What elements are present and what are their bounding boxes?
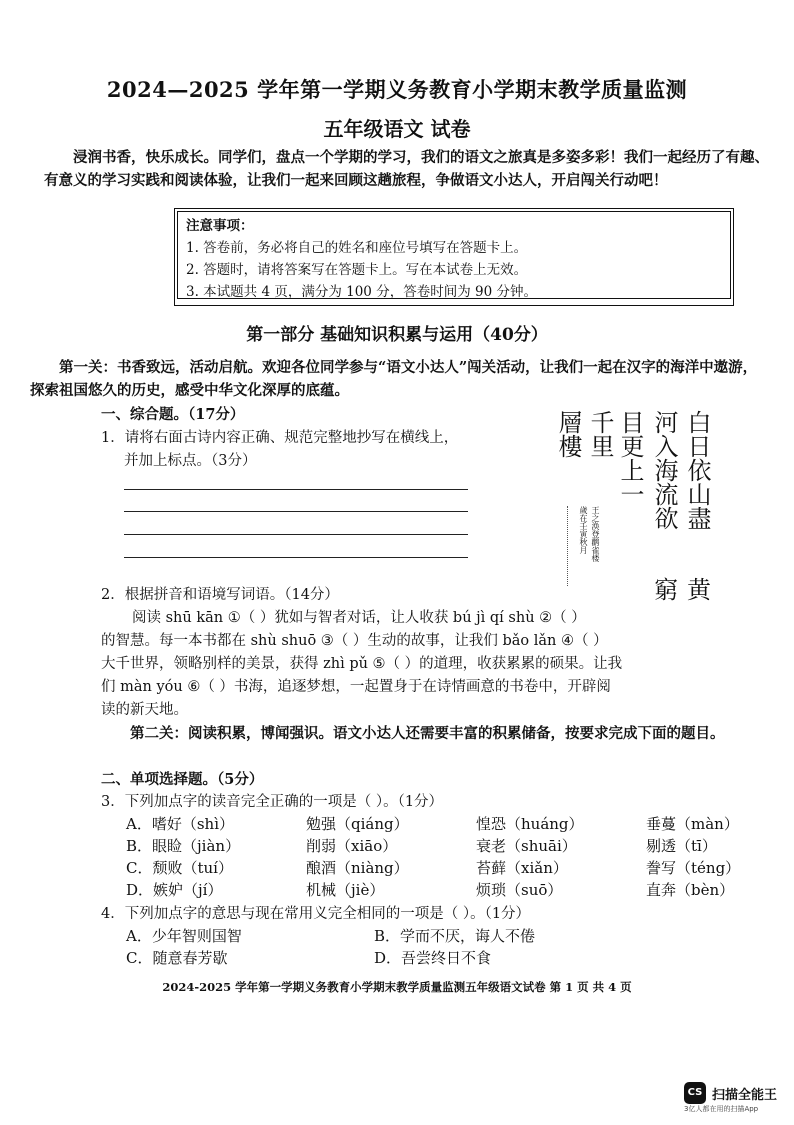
q1-line1: 1．请将右面古诗内容正确、规范完整地抄写在横线上， xyxy=(101,430,459,446)
notice-item: 2. 答题时，请将答案写在答题卡上。写在本试卷上无效。 xyxy=(186,262,528,278)
part1-title: 第一部分 基础知识积累与运用（40分） xyxy=(246,325,548,345)
poem-column: 白日依山盡 xyxy=(683,410,711,530)
q3-word: 削弱（xiāo） xyxy=(306,837,398,855)
q3-option-c[interactable]: C．颓败（tuí） xyxy=(126,859,233,877)
answer-line[interactable] xyxy=(124,511,468,512)
level1-intro: 第一关：书香致远，活动启航。欢迎各位同学参与“语文小达人”闯关活动，让我们一起在汉字的海洋中遨游，探索祖国悠久的历史，感受中华文化深厚的底蕴。 xyxy=(30,359,758,399)
q4-title: 4．下列加点字的意思与现在常用义完全相同的一项是（ ）。（1分） xyxy=(101,906,531,922)
q3-word: 惶恐（huáng） xyxy=(476,815,584,833)
camscanner-logo-icon: CS xyxy=(684,1082,706,1104)
notice-box xyxy=(174,208,734,306)
poem-signature: 歲在壬寅秋月 xyxy=(579,506,588,554)
q4-option-b[interactable]: B．学而不厌，诲人不倦 xyxy=(374,927,536,945)
notice-item: 1. 答卷前，务必将自己的姓名和座位号填写在答题卡上。 xyxy=(186,240,528,256)
poem-char: 黄 xyxy=(687,576,711,604)
notice-title: 注意事项： xyxy=(186,218,254,234)
q3-word: 勉强（qiáng） xyxy=(306,815,409,833)
q2-line: 的智慧。每一本书都在 shù shuō ③（ ）生动的故事，让我们 bǎo lǎn ④（ ） xyxy=(101,633,608,649)
q3-word: 酿酒（niàng） xyxy=(306,859,409,877)
section1-heading: 一、综合题。（17分） xyxy=(101,406,245,423)
intro-paragraph: 浸润书香，快乐成长。同学们，盘点一个学期的学习，我们的语文之旅真是多姿多彩！我们一起经历了有趣、有意义的学习实践和阅读体验，让我们一起来回顾这趟旅程，争做语文小达人，开启闯关行动吧！ xyxy=(44,149,769,189)
q3-word: 衰老（shuāi） xyxy=(476,837,577,855)
q2-line: 阅读 shū kān ①（ ）犹如与智者对话，让人收获 bú jì qí shù ②（ ） xyxy=(132,610,586,626)
section2-heading: 二、单项选择题。（5分） xyxy=(101,771,264,788)
notice-item: 3. 本试题共 4 页，满分为 100 分，答卷时间为 90 分钟。 xyxy=(186,284,537,300)
q3-title: 3．下列加点字的读音完全正确的一项是（ ）。（1分） xyxy=(101,794,444,810)
camscanner-name: 扫描全能王 xyxy=(712,1088,778,1103)
camscanner-tagline: 3亿人都在用的扫描App xyxy=(684,1105,759,1113)
q1-line2: 并加上标点。（3分） xyxy=(124,453,257,469)
q3-option-a[interactable]: A．嗜好（shì） xyxy=(126,815,234,833)
poem-column: 千里 xyxy=(586,410,614,458)
seal-mark xyxy=(567,506,575,586)
q3-word: 垂蔓（màn） xyxy=(646,815,739,833)
q4-option-c[interactable]: C．随意春芳歇 xyxy=(126,949,228,967)
q4-option-a[interactable]: A．少年智则国智 xyxy=(126,927,242,945)
q3-word: 机械（jiè） xyxy=(306,881,385,899)
q3-word: 直奔（bèn） xyxy=(646,881,735,899)
q2-line: 们 màn yóu ⑥（ ）书海，追逐梦想，一起置身于在诗情画意的书卷中，开辟阅 xyxy=(101,679,611,695)
answer-line[interactable] xyxy=(124,557,468,558)
poem-char: 窮 xyxy=(654,576,678,604)
q2-line: 大千世界，领略别样的美景，获得 zhì pǔ ⑤（ ）的道理，收获累累的硕果。让我 xyxy=(101,656,623,672)
q3-word: 誊写（téng） xyxy=(646,859,741,877)
q2-line: 读的新天地。 xyxy=(101,702,188,718)
q3-word: 剔透（tī） xyxy=(646,837,717,855)
q3-option-b[interactable]: B．眼睑（jiàn） xyxy=(126,837,241,855)
exam-subtitle: 五年级语文 试卷 xyxy=(323,117,471,141)
q3-word: 苔藓（xiǎn） xyxy=(476,859,568,877)
poem-signature: 王之涣登鹳雀楼 xyxy=(591,506,600,562)
q2-title: 2．根据拼音和语境写词语。（14分） xyxy=(101,587,339,603)
answer-line[interactable] xyxy=(124,534,468,535)
answer-line[interactable] xyxy=(124,489,468,490)
poem-column: 河入海流欲 xyxy=(650,410,678,530)
q3-word: 烦琐（suō） xyxy=(476,881,563,899)
q4-option-d[interactable]: D．吾尝终日不食 xyxy=(374,949,492,967)
level2-intro: 第二关：阅读积累，博闻强识。语文小达人还需要丰富的积累储备，按要求完成下面的题目。 xyxy=(130,725,725,742)
q3-option-d[interactable]: D．嫉妒（jí） xyxy=(126,881,223,899)
page-footer: 2024-2025 学年第一学期义务教育小学期末教学质量监测五年级语文试卷 第 1 页 共 4 页 xyxy=(162,980,632,994)
exam-title: 2024—2025 学年第一学期义务教育小学期末教学质量监测 xyxy=(106,77,688,102)
poem-column: 層樓 xyxy=(554,410,582,458)
poem-column: 目更上一 xyxy=(616,410,644,506)
